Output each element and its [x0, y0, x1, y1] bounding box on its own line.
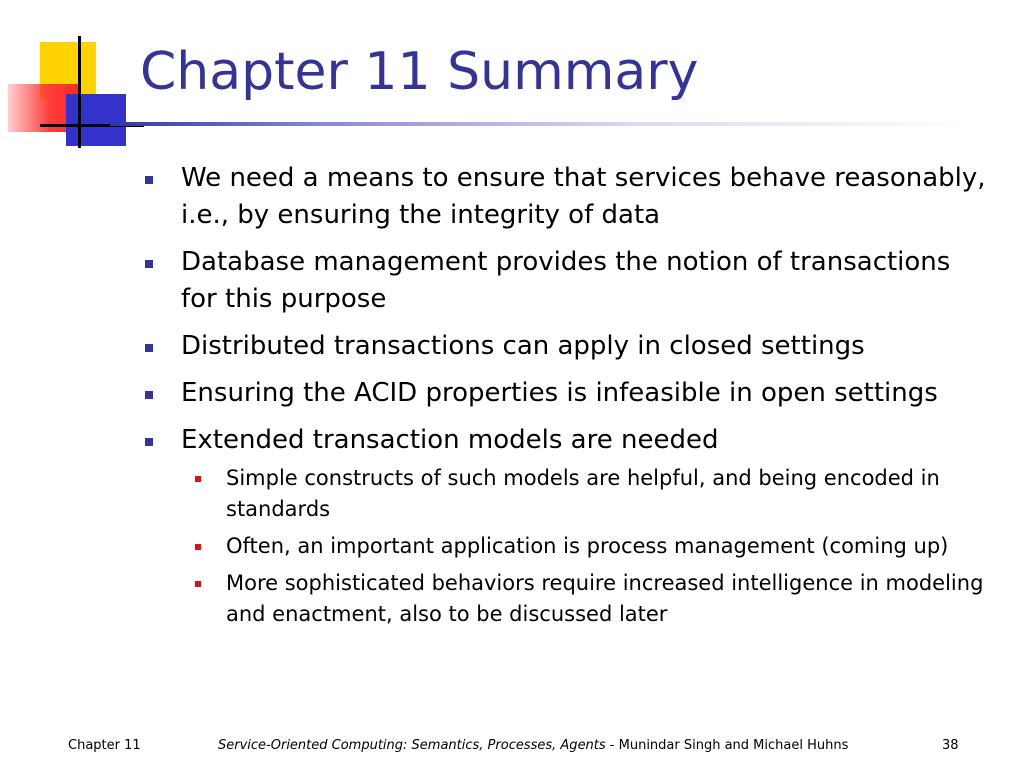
bullet-text: Ensuring the ACID properties is infeasible in open settings — [181, 378, 938, 408]
square-bullet-icon — [145, 260, 153, 268]
footer-page-number: 38 — [942, 738, 959, 753]
sub-bullet-text: Often, an important application is process management (coming up) — [226, 534, 949, 558]
bullet-list — [140, 160, 990, 636]
square-bullet-icon — [145, 344, 153, 352]
bullet-item — [140, 160, 990, 234]
bullet-item — [140, 328, 990, 365]
logo-vertical-line — [78, 36, 81, 148]
square-bullet-icon — [145, 438, 153, 446]
title-underline — [110, 122, 970, 126]
bullet-text: Database management provides the notion of transactions for this purpose — [181, 247, 951, 314]
slide-title: Chapter 11 Summary — [140, 42, 699, 102]
logo-blue-square — [66, 94, 126, 146]
footer-book-credit — [218, 737, 848, 755]
bullet-text: Distributed transactions can apply in closed settings — [181, 331, 865, 361]
sub-bullet-item — [181, 531, 990, 562]
bullet-text: Extended transaction models are needed — [181, 425, 719, 455]
bullet-item — [140, 375, 990, 412]
square-bullet-icon — [145, 391, 153, 399]
bullet-item — [140, 422, 990, 459]
sub-bullet-item — [181, 568, 990, 630]
footer-authors: - Munindar Singh and Michael Huhns — [605, 738, 849, 753]
red-square-bullet-icon — [195, 544, 201, 550]
bullet-text: We need a means to ensure that services behave reasonably, i.e., by ensuring the integrity of data — [181, 163, 986, 230]
footer-book-title: Service-Oriented Computing: Semantics, Processes, Agents — [218, 738, 606, 753]
red-square-bullet-icon — [195, 476, 201, 482]
sub-bullet-text: Simple constructs of such models are helpful, and being encoded in standards — [226, 466, 940, 521]
sub-bullet-item — [181, 463, 990, 525]
bullet-item — [140, 244, 990, 318]
slide-logo-decoration — [0, 0, 150, 160]
square-bullet-icon — [145, 176, 153, 184]
footer-chapter-label: Chapter 11 — [68, 738, 141, 753]
red-square-bullet-icon — [195, 581, 201, 587]
sub-bullet-text: More sophisticated behaviors require increased intelligence in modeling and enactment, also to be discussed later — [226, 571, 984, 626]
